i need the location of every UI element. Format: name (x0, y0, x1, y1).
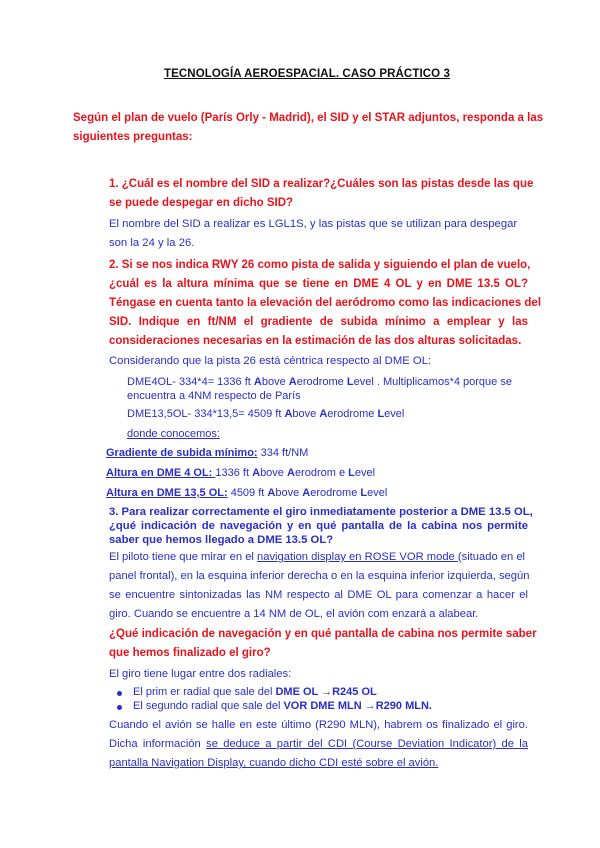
answer-4-line-2: Dicha información se deduce a partir del CDI (Course Deviation Indicator) de la (109, 738, 528, 750)
donde-conocemos: donde conocemos: (127, 428, 220, 440)
answer-2-intro: Considerando que la pista 26 está céntrica respecto al DME OL: (109, 355, 432, 367)
answer-4-intro: El giro tiene lugar entre dos radiales: (109, 668, 292, 680)
answer-3-line-1: El piloto tiene que mirar en el navigation display en ROSE VOR mode (situado en el (109, 551, 526, 563)
answer-3-line-2: panel frontal), en la esquina inferior derecha o en la esquina inferior izquierda, según (109, 570, 530, 582)
question-2-line-1: 2. Si se nos indica RWY 26 como pista de salida y siguiendo el plan de vuelo, (109, 259, 531, 271)
question-2-line-5: consideraciones necesarias en la estimación de las dos alturas solicitadas. (109, 335, 522, 347)
result-dme13: Altura en DME 13,5 OL: 4509 ft Above Aerodrome Level (106, 487, 388, 499)
answer-3-line-4: giro. Cuando se encuentre a 14 NM de OL, el avión com enzará a alabear. (109, 608, 479, 620)
result-dme4: Altura en DME 4 OL: 1336 ft Above Aerodrom e Level (106, 467, 376, 479)
question-4-line-2: que hemos finalizado el giro? (109, 647, 271, 659)
answer-4-line-3: pantalla Navigation Display, cuando dicho CDI esté sobre el avión. (109, 757, 439, 769)
calc-dme13: DME13,5OL- 334*13,5= 4509 ft Above Aerodrome Level (127, 408, 405, 420)
question-2-line-3: Téngase en cuenta tanto la elevación del aeródromo como las indicaciones del (109, 297, 542, 309)
question-4-line-1: ¿Qué indicación de navegación y en qué pantalla de cabina nos permite saber (109, 628, 537, 640)
calc-dme4-line-2: encuentra a 4NM respecto de París (127, 390, 301, 402)
question-1-line-2: se puede despegar en dicho SID? (109, 197, 294, 209)
answer-3-line-3: se encuentre sintonizadas las NM respecto al DME OL para comenzar a hacer el (109, 589, 528, 601)
bullet-dot-1 (117, 691, 122, 696)
answer-1-line-1: El nombre del SID a realizar es LGL1S, y las pistas que se utilizan para despegar (109, 218, 518, 230)
bullet-dot-2 (117, 705, 122, 710)
intro-line-1: Según el plan de vuelo (París Orly - Madrid), el SID y el STAR adjuntos, responda a las (73, 112, 544, 124)
question-3-line-1: 3. Para realizar correctamente el giro inmediatamente posterior a DME 13.5 OL, (109, 506, 533, 518)
calc-dme4: DME4OL- 334*4= 1336 ft Above Aerodrome Level . Multiplicamos*4 porque se (127, 376, 512, 388)
question-2-line-4: SID. Indique en ft/NM el gradiente de subida mínimo a emplear y las (109, 316, 528, 328)
question-1-line-1: 1. ¿Cuál es el nombre del SID a realizar?¿Cuáles son las pistas desde las que (109, 178, 534, 190)
result-gradient: Gradiente de subida mínimo: 334 ft/NM (106, 447, 309, 459)
intro-line-2: siguientes preguntas: (73, 131, 193, 143)
answer-4-line-1: Cuando el avión se halle en este último (R290 MLN), habrem os finalizado el giro. (109, 719, 528, 731)
question-3-line-3: saber que hemos llegado a DME 13.5 OL? (109, 534, 334, 546)
question-3-line-2: ¿qué indicación de navegación y en qué pantalla de la cabina nos permite (109, 520, 528, 532)
answer-1-line-2: son la 24 y la 26. (109, 237, 195, 249)
question-2-line-2: ¿cuál es la altura mínima que se tiene en DME 4 OL y en DME 13.5 OL? (109, 278, 528, 290)
page-title: TECNOLOGÍA AEROESPACIAL. CASO PRÁCTICO 3 (164, 68, 450, 80)
bullet-item-2: El segundo radial que sale del VOR DME MLN →R290 MLN. (133, 700, 432, 712)
bullet-item-1: El prim er radial que sale del DME OL →R245 OL (133, 686, 377, 698)
